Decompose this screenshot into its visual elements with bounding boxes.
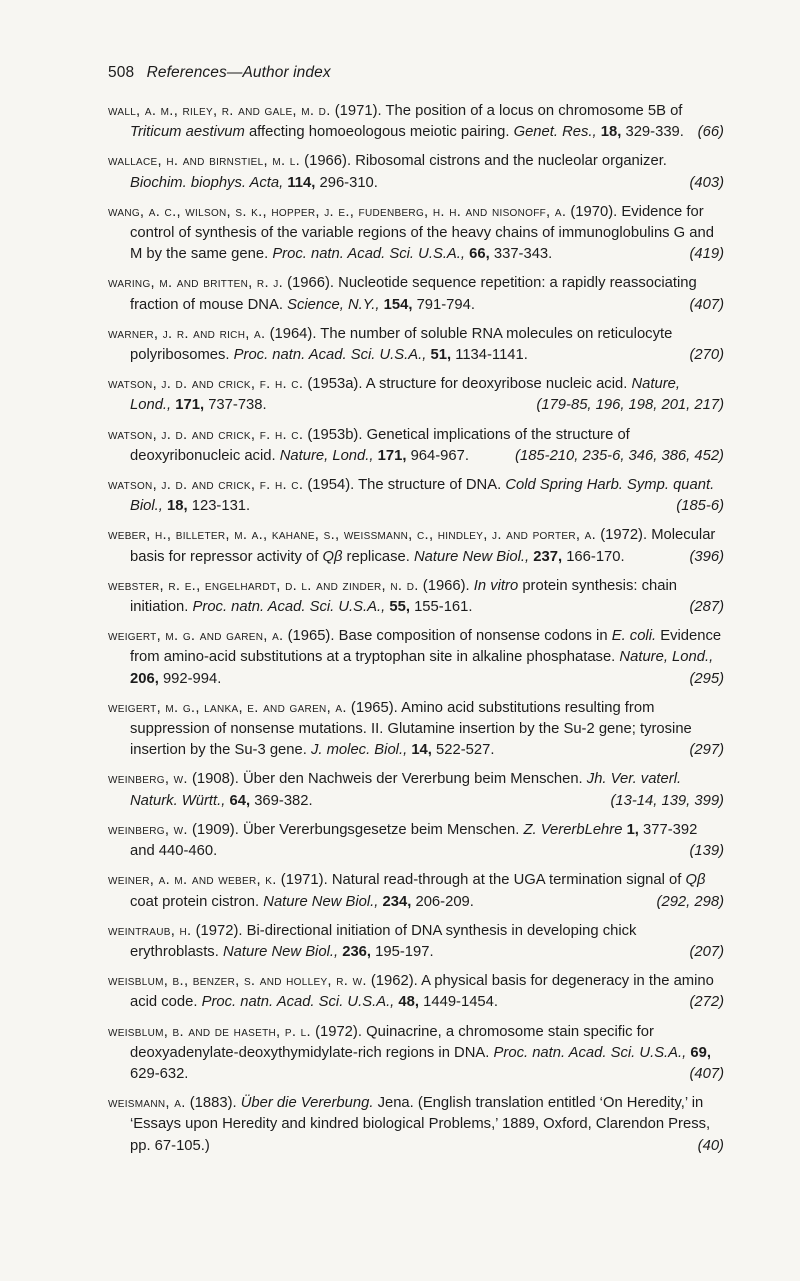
ref-journal: Nature, Lond.,	[619, 649, 714, 666]
ref-authors: weinberg, w.	[108, 821, 188, 838]
ref-year: (1953b).	[307, 426, 363, 443]
ref-year: (1972).	[600, 527, 648, 544]
ref-journal: Proc. natn. Acad. Sci. U.S.A.,	[192, 599, 386, 616]
ref-authors: weisblum, b., benzer, s. and holley, r. w.	[108, 973, 367, 990]
ref-pages: 629-632.	[130, 1065, 189, 1082]
ref-title: The structure of DNA.	[358, 477, 502, 494]
ref-cited-pages: (270)	[689, 347, 724, 364]
ref-journal: Nature New Biol.,	[263, 893, 379, 910]
ref-title: Evidence for control of synthesis of the variable regions of the heavy chains of immunoglobulins G and M by the same gene.	[130, 203, 714, 263]
ref-year: (1970).	[570, 203, 618, 220]
ref-title-italic: In vitro	[473, 577, 519, 594]
ref-journal: Proc. natn. Acad. Sci. U.S.A.,	[201, 994, 395, 1011]
ref-pages: 206-209.	[415, 893, 474, 910]
ref-cited-pages: (139)	[689, 843, 724, 860]
ref-journal: Nature New Biol.,	[222, 943, 339, 960]
ref-title: The number of soluble RNA molecules on reticulocyte polyribosomes.	[130, 325, 673, 364]
ref-pages: 992-994.	[162, 670, 222, 687]
ref-cited-pages: (407)	[689, 296, 724, 313]
ref-cited-pages: (66)	[697, 124, 724, 141]
ref-cited-pages: (207)	[689, 943, 724, 960]
ref-volume: 171,	[377, 447, 407, 464]
ref-volume: 154,	[383, 296, 413, 313]
ref-volume: 18,	[167, 498, 188, 515]
ref-cited-pages: (403)	[689, 174, 724, 191]
ref-pages: 791-794.	[416, 296, 475, 313]
ref-cited-pages: (287)	[689, 599, 724, 616]
ref-volume: 236,	[342, 943, 372, 960]
ref-cited-pages: (13-14, 139, 399)	[610, 792, 724, 809]
ref-authors: waring, m. and britten, r. j.	[108, 275, 283, 292]
reference-entry	[108, 626, 724, 690]
ref-authors: wall, a. m., riley, r. and gale, m. d.	[108, 103, 331, 119]
ref-authors: watson, j. d. and crick, f. h. c.	[108, 426, 304, 443]
ref-cited-pages: (295)	[689, 670, 724, 687]
reference-entry	[108, 971, 724, 1013]
reference-entry	[108, 101, 724, 143]
ref-journal: Nature, Lond.,	[130, 376, 680, 414]
ref-cited-pages: (396)	[689, 548, 724, 565]
ref-volume: 18,	[600, 124, 622, 141]
ref-authors: watson, j. d. and crick, f. h. c.	[108, 477, 304, 494]
ref-cited-pages: (419)	[689, 246, 724, 263]
ref-volume: 69,	[690, 1044, 711, 1061]
ref-title: Base composition of nonsense codons in	[338, 628, 608, 645]
ref-title-rest: coat protein cistron.	[130, 893, 260, 910]
reference-entry	[108, 1093, 724, 1157]
ref-journal: Proc. natn. Acad. Sci. U.S.A.,	[272, 246, 466, 263]
ref-year: (1971).	[334, 103, 382, 119]
ref-year: (1909).	[191, 821, 239, 838]
ref-volume: 234,	[382, 893, 412, 910]
ref-title-rest: replicase.	[346, 548, 410, 565]
ref-journal: Biochim. biophys. Acta,	[130, 174, 284, 191]
reference-entry	[108, 576, 724, 618]
ref-cited-pages: (40)	[697, 1137, 724, 1154]
ref-year: (1965).	[287, 628, 335, 645]
ref-authors: weigert, m. g. and garen, a.	[108, 628, 284, 645]
ref-title: Natural read-through at the UGA termination signal of	[331, 872, 682, 889]
page-header	[108, 64, 331, 82]
ref-year: (1962).	[370, 973, 418, 990]
ref-title-italic: Qβ	[685, 872, 706, 889]
ref-cited-pages: (407)	[689, 1065, 724, 1082]
ref-authors: weisblum, b. and de haseth, p. l.	[108, 1023, 311, 1040]
ref-title-italic: Triticum aestivum	[130, 124, 245, 141]
running-head: References—Author index	[146, 64, 331, 81]
ref-title-rest: Evidence from amino-acid substitutions at a tryptophan site in alkaline phosphatase.	[130, 628, 722, 666]
ref-year: (1966).	[422, 577, 470, 594]
ref-pages: 1134-1141.	[455, 347, 528, 364]
ref-pages: 522-527.	[436, 742, 495, 759]
ref-journal: Z. VererbLehre	[523, 821, 623, 838]
reference-entry	[108, 698, 724, 762]
ref-title-italic: E. coli.	[611, 628, 657, 645]
ref-authors: weiner, a. m. and weber, k.	[108, 872, 277, 889]
ref-title-italic: Qβ	[322, 548, 343, 565]
ref-authors: warner, j. r. and rich, a.	[108, 325, 266, 342]
ref-journal: J. molec. Biol.,	[310, 742, 408, 759]
ref-year: (1953a).	[307, 376, 363, 393]
ref-volume: 171,	[175, 397, 205, 414]
ref-pages: 195-197.	[375, 943, 434, 960]
ref-volume: 64,	[229, 792, 251, 809]
ref-pages: 337-343.	[493, 246, 553, 263]
ref-pages: 377-392 and 440-460.	[130, 821, 698, 860]
ref-pages: 166-170.	[566, 548, 625, 565]
ref-volume: 55,	[389, 599, 410, 616]
ref-title: A structure for deoxyribose nucleic acid.	[365, 376, 628, 393]
ref-pages: 296-310.	[319, 174, 378, 191]
reference-entry	[108, 870, 724, 912]
ref-title: Über Vererbungsgesetze beim Menschen.	[242, 821, 520, 838]
ref-year: (1883).	[189, 1095, 237, 1112]
ref-title: Amino acid substitutions resulting from suppression of nonsense mutations. II. Glutamine insertion by the Su-2 gene; tyrosine insertion by the Su-3 gene.	[130, 699, 692, 759]
ref-journal: Jh. Ver. vaterl. Naturk. Württ.,	[130, 771, 682, 809]
reference-entry	[108, 1022, 724, 1086]
ref-authors: weinberg, w.	[108, 771, 188, 788]
ref-journal: Proc. natn. Acad. Sci. U.S.A.,	[233, 347, 427, 364]
reference-entry	[108, 921, 724, 963]
reference-entry	[108, 475, 724, 517]
ref-year: (1972).	[315, 1023, 362, 1040]
ref-cited-pages: (185-6)	[676, 498, 724, 515]
reference-entry	[108, 425, 724, 467]
ref-volume: 51,	[430, 347, 452, 364]
ref-authors: weigert, m. g., lanka, e. and garen, a.	[108, 699, 347, 716]
reference-entry	[108, 151, 724, 193]
ref-year: (1971).	[280, 872, 328, 889]
ref-title: Ribosomal cistrons and the nucleolar organizer.	[355, 153, 667, 170]
ref-title-rest: affecting homoeologous meiotic pairing.	[248, 124, 510, 141]
ref-year: (1966).	[287, 275, 335, 292]
ref-title: Bi-directional initiation of DNA synthesis in developing chick erythroblasts.	[130, 922, 637, 960]
reference-entry	[108, 324, 724, 366]
reference-entry	[108, 820, 724, 862]
ref-pages: 964-967.	[410, 447, 469, 464]
reference-entry	[108, 273, 724, 315]
ref-journal: Science, N.Y.,	[287, 296, 380, 313]
ref-journal: Nature New Biol.,	[414, 548, 530, 565]
reference-entry	[108, 525, 724, 567]
ref-journal: Genet. Res.,	[513, 124, 597, 141]
ref-volume: 14,	[411, 742, 432, 759]
ref-title: Genetical implications of the structure of deoxyribonucleic acid.	[130, 426, 630, 464]
ref-year: (1964).	[269, 325, 317, 342]
ref-cited-pages: (179-85, 196, 198, 201, 217)	[536, 397, 724, 414]
reference-entry	[108, 769, 724, 811]
ref-authors: weber, h., billeter, m. a., kahane, s., weissmann, c., hindley, j. and porter, a.	[108, 527, 597, 544]
ref-volume: 206,	[130, 670, 159, 687]
ref-pages: 1449-1454.	[423, 994, 498, 1011]
ref-journal: Nature, Lond.,	[279, 447, 374, 464]
ref-volume: 48,	[398, 994, 419, 1011]
ref-title: Quinacrine, a chromosome stain specific for deoxyadenylate-deoxythymidylate-rich regions in DNA.	[130, 1023, 654, 1061]
ref-cited-pages: (297)	[689, 742, 724, 759]
ref-title: The position of a locus on chromosome 5B of	[385, 103, 683, 119]
ref-pages: 369-382.	[254, 792, 313, 809]
ref-year: (1965).	[350, 699, 398, 716]
ref-journal: Cold Spring Harb. Symp. quant. Biol.,	[130, 477, 715, 515]
ref-cited-pages: (185-210, 235-6, 346, 386, 452)	[515, 447, 724, 464]
ref-title-italic: Über die Vererbung.	[240, 1095, 374, 1112]
ref-authors: wang, a. c., wilson, s. k., hopper, j. e., fudenberg, h. h. and nisonoff, a.	[108, 203, 567, 220]
page-number: 508	[108, 64, 135, 81]
ref-authors: weismann, a.	[108, 1095, 186, 1112]
ref-authors: wallace, h. and birnstiel, m. l.	[108, 153, 301, 170]
ref-cited-pages: (272)	[689, 994, 724, 1011]
ref-cited-pages: (292, 298)	[656, 893, 724, 910]
ref-authors: weintraub, h.	[108, 922, 192, 939]
ref-authors: webster, r. e., engelhardt, d. l. and zinder, n. d.	[108, 577, 419, 594]
ref-pages: 329-339.	[625, 124, 684, 141]
ref-year: (1966).	[304, 153, 352, 170]
ref-title-rest: protein synthesis: chain initiation.	[130, 577, 677, 616]
ref-volume: 237,	[533, 548, 563, 565]
ref-title: Nucleotide sequence repetition: a rapidly reassociating fraction of mouse DNA.	[130, 275, 697, 313]
reference-list	[108, 101, 724, 1165]
ref-year: (1954).	[307, 477, 355, 494]
ref-title: Über den Nachweis der Vererbung beim Menschen.	[242, 771, 583, 788]
ref-pages: 737-738.	[208, 397, 267, 414]
ref-pages: 123-131.	[191, 498, 251, 515]
ref-title-rest: Jena. (English translation entitled ‘On Heredity,’ in ‘Essays upon Heredity and kindred biological Problems,’ 1889, Oxford, Clarendon Press, pp. 67-105.)	[130, 1095, 711, 1154]
reference-entry	[108, 202, 724, 266]
ref-volume: 114,	[287, 174, 316, 191]
ref-title: A physical basis for degeneracy in the amino acid code.	[130, 973, 714, 1011]
ref-volume: 66,	[469, 246, 490, 263]
ref-authors: watson, j. d. and crick, f. h. c.	[108, 376, 304, 393]
ref-journal: Proc. natn. Acad. Sci. U.S.A.,	[493, 1044, 687, 1061]
ref-title: Molecular basis for repressor activity of	[130, 527, 716, 565]
ref-year: (1972).	[195, 922, 243, 939]
reference-entry	[108, 374, 724, 416]
ref-year: (1908).	[191, 771, 239, 788]
ref-pages: 155-161.	[414, 599, 473, 616]
ref-volume: 1,	[626, 821, 639, 838]
